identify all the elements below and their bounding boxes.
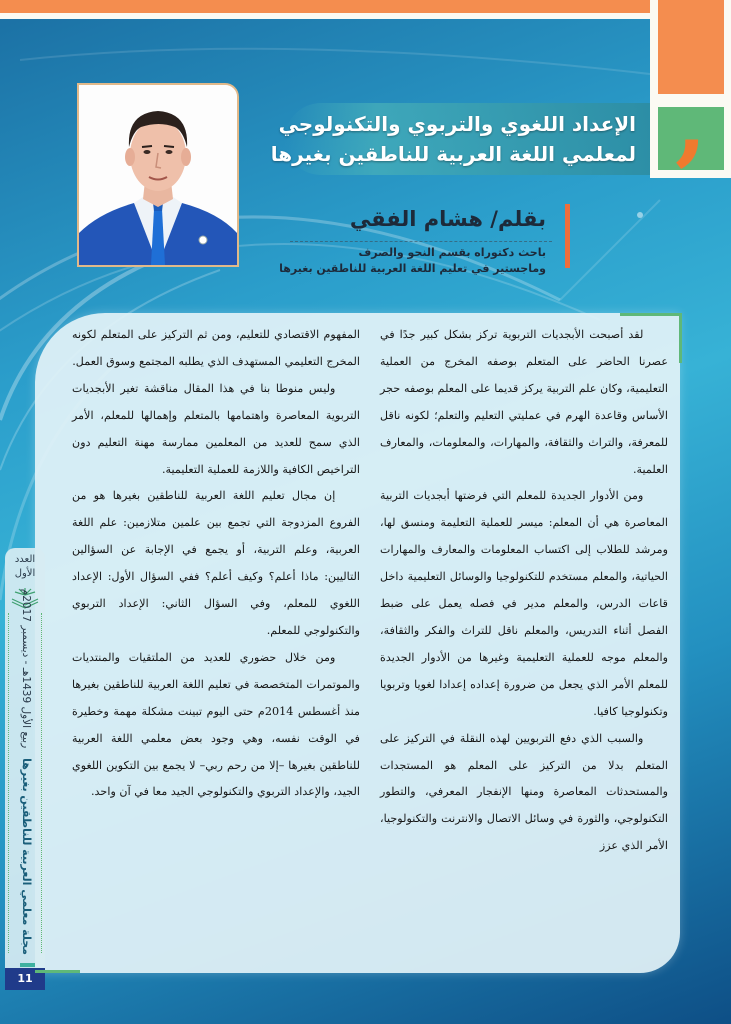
comma-quote-icon: , [674,67,708,176]
article-paragraph: والسبب الذي دفع التربويين لهذه النقلة في التركيز على المتعلم بدلا من التركيز على المعلم هو المستجدات والمستحدثات المعاصرة ومنها الإنفجار المعرفي، والتطور التكنولوجي، والثورة في وسائل الاتصال والانترنت والتكنولوجيا، الأمر الذي عزز [380,731,668,853]
issue-date: ربيع الأول 1439هـ - ديسمبر 2017م [20,588,32,749]
article-paragraph: إن مجال تعليم اللغة العربية للناطقين بغيرها هو من الفروع المزدوجة التي تجمع بين علمين متلازمين: علم اللغة العربية، وعلم التربية، أو يجمع في الإجابة عن السؤالين التاليين: ماذا أعلم؟ وكيف أعلم؟ ففي السؤال الأول: الإعداد اللغوي للمعلم، وفي السؤال الثاني: الإعداد التربوي والتكنولوجي للمعلم. [72,489,360,637]
panel-accent-bottom [35,970,80,973]
article-paragraph: ومن خلال حضوري للعديد من الملتقيات والمنتديات والموتمرات المتخصصة في تعليم اللغة العربية للناطقين بغيرها منذ أغسطس 2014م حتى اليوم تبينت مشكلة مهمة وخطيرة في الوقت نفسه، وهي وجود بعض معلمي اللغة العربية للناطقين بغيرها –إلا من رحم ربي– لا يجمع بين التكوين اللغوي الجيد، والإعداد التربوي والتكنولوجي الجيد معا في آن واحد. [72,650,360,799]
article-paragraph: وليس منوطا بنا في هذا المقال مناقشة تغير الأبجديات التربوية المعاصرة واهتمامها بالمتعلم وإهمالها للمعلم، الأمر الذي سمح للعديد من المعلمين ممارسة مهنة التعليم دون التراخيص الكافية واللازمة للعملية التعليمية. [72,381,360,476]
top-orange-bar [0,0,650,13]
panel-accent-right [679,313,682,363]
page-number: 11 [5,968,45,990]
article-paragraph: لقد أصبحت الأبجديات التربوية تركز بشكل كبير جدًا في عصرنا الحاضر على المتعلم بوصفه المخرج من العملية التعليمية، وكان علم التربية يركز قديما على المعلم بوصفه حجر الأساس وقاعدة الهرم في عمليتي التعليم والتعلم؛ لكونه ناقل للمعرفة، والتراث والثقافة، والمهارات، والمعلومات، والمعارف العلمية. [380,328,668,476]
panel-accent-top [620,313,682,316]
article-paragraph: ومن الأدوار الجديدة للمعلم التي فرضتها أبجديات التربية المعاصرة هي أن المعلم: ميسر للعملية التعليمة ومنسق لها، ومرشد للطلاب إلى اكتساب المعلومات والمعارف والمهارات الحياتية، والمعلم مستخدم للتكنولوجيا والوسائل التعليمية داخل قاعات الدرس، والمعلم مدير في فصله يعمل على ضبط الفصل أثناء التدريس، والمعلم ناقل للتراث والفكر والثقافة، والمعلم موجه للعملية التعليمية وغيرها من الأدوار الجديدة للمعلم الأمر الذي يجعل من ضرورة إعداده إعدادا لغويا وتربويا وتكنولوجيا كافيا. [380,489,668,718]
author-role [279,245,546,277]
magazine-name: مجلة معلمي العربية للناطقين بغيرها [20,758,33,955]
author-divider [290,241,552,242]
magazine-vertical-caption [15,588,35,955]
author-role-line-2: وماجستير في تعليم اللغة العربية للناطقين بغيرها [279,262,546,275]
author-byline: بقلم/ هشام الفقي [349,207,546,231]
corner-green-block [658,67,724,176]
article-column-left [72,322,360,972]
author-photo [77,83,239,267]
issue-label-line-2: الأول [14,568,36,579]
issue-label [5,553,45,581]
article-title-line-2: لمعلمي اللغة العربية للناطقين بغيرها [270,142,636,166]
top-white-strip [0,13,650,19]
author-accent-bar [565,204,570,268]
page-number-accent [20,963,35,967]
issue-label-line-1: العدد [14,554,36,565]
author-portrait-icon [79,85,237,265]
author-role-line-1: باحث دكتوراه بقسم النحو والصرف [358,246,546,259]
article-title-line-1: الإعداد اللغوي والتربوي والتكنولوجي [278,112,636,136]
article-column-right [380,322,668,972]
article-paragraph: المفهوم الاقتصادي للتعليم، ومن ثم التركيز على المتعلم لكونه المخرج التعليمي المستهدف الذي يطلبه المجتمع وسوق العمل. [72,328,360,368]
title-banner [270,103,650,175]
